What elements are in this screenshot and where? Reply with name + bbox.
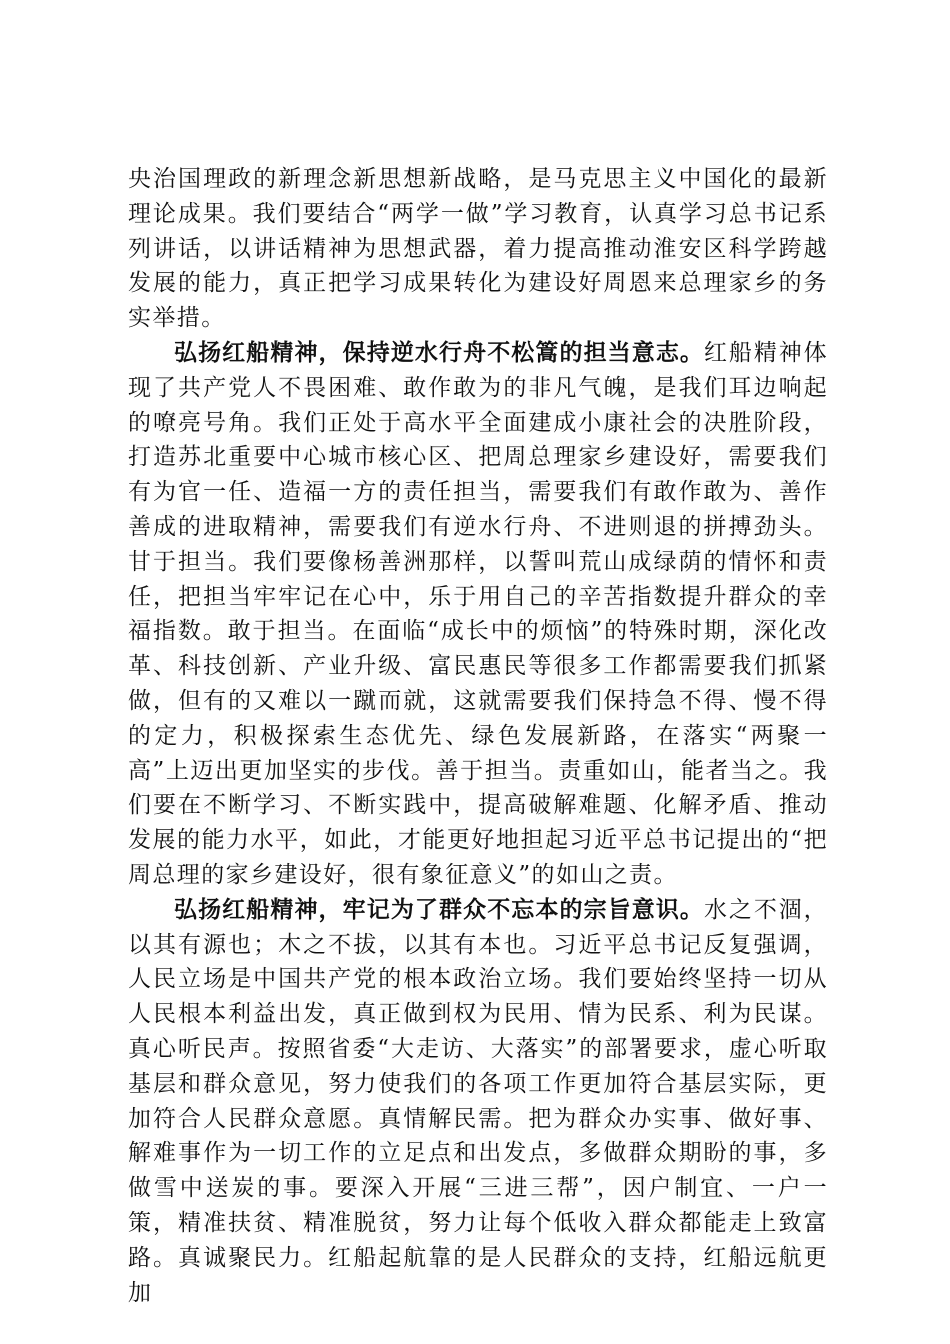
paragraph-2 — [128, 336, 828, 893]
paragraph-3-body: 水之不涸，以其有源也；木之不拔，以其有本也。习近平总书记反复强调，人民立场是中国共产党的根本政治立场。我们要始终坚持一切从人民根本利益出发，真正做到权为民用、情为民系、利为民谋。真心听民声。按照省委“大走访、大落实”的部署要求，虚心听取基层和群众意见，努力使我们的各项工作更加符合基层实际，更加符合人民群众意愿。真情解民需。把为群众办实事、做好事、解难事作为一切工作的立足点和出发点，多做群众期盼的事，多做雪中送炭的事。要深入开展“三进三帮”，因户制宜、一户一策，精准扶贫、精准脱贫，努力让每个低收入群众都能走上致富路。真诚聚民力。红船起航靠的是人民群众的支持，红船远航更加 — [128, 896, 828, 1306]
paragraph-2-body: 红船精神体现了共产党人不畏困难、敢作敢为的非凡气魄，是我们耳边响起的嘹亮号角。我们正处于高水平全面建成小康社会的决胜阶段，打造苏北重要中心城市核心区、把周总理家乡建设好，需要我们有为官一任、造福一方的责任担当，需要我们有敢作敢为、善作善成的进取精神，需要我们有逆水行舟、不进则退的拼搏劲头。甘于担当。我们要像杨善洲那样，以誓叫荒山成绿荫的情怀和责任，把担当牢牢记在心中，乐于用自己的辛苦指数提升群众的幸福指数。敢于担当。在面临“成长中的烦恼”的特殊时期，深化改革、科技创新、产业升级、富民惠民等很多工作都需要我们抓紧做，但有的又难以一蹴而就，这就需要我们保持急不得、慢不得的定力，积极探索生态优先、绿色发展新路，在落实“两聚一高”上迈出更加坚实的步伐。善于担当。责重如山，能者当之。我们要在不断学习、不断实践中，提高破解难题、化解矛盾、推动发展的能力水平，如此，才能更好地担起习近平总书记提出的“把周总理的家乡建设好，很有象征意义”的如山之责。 — [128, 339, 828, 888]
paragraph-3 — [128, 893, 828, 1311]
paragraph-3-lead: 弘扬红船精神，牢记为了群众不忘本的宗旨意识。 — [174, 896, 705, 923]
paragraph-2-lead: 弘扬红船精神，保持逆水行舟不松篙的担当意志。 — [174, 339, 705, 366]
paragraph-1-body: 央治国理政的新理念新思想新战略，是马克思主义中国化的最新理论成果。我们要结合“两学一做”学习教育，认真学习总书记系列讲话，以讲话精神为思想武器，着力提高推动淮安区科学跨越发展的能力，真正把学习成果转化为建设好周恩来总理家乡的务实举措。 — [128, 166, 828, 332]
paragraph-1 — [128, 162, 828, 336]
document-page — [128, 162, 828, 1310]
